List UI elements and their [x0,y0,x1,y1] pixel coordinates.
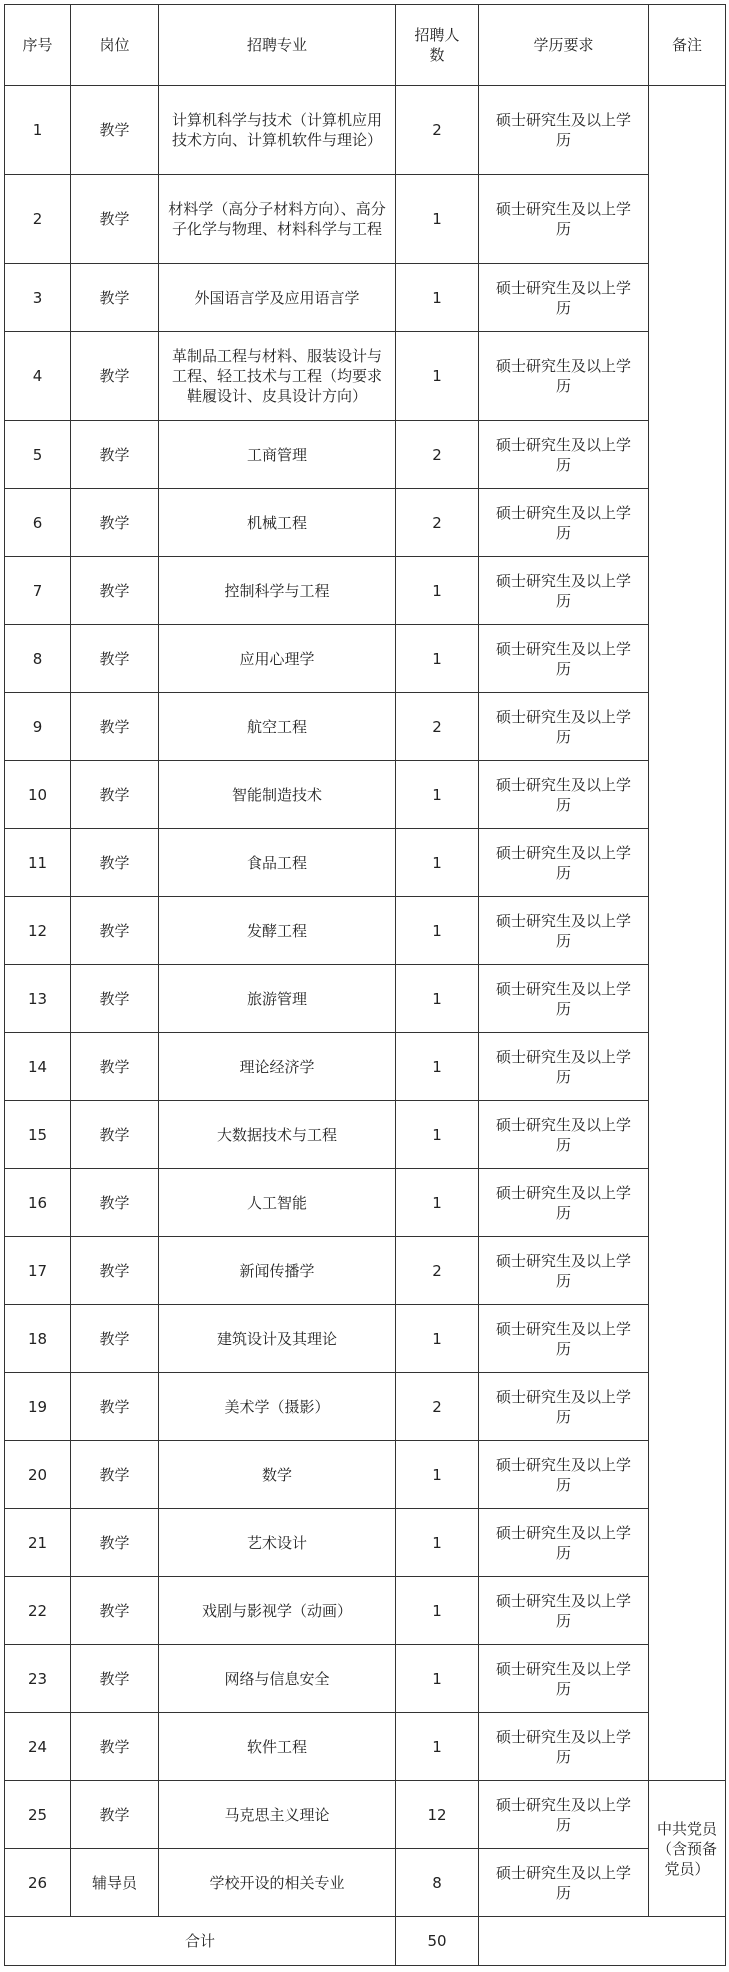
cell-education: 硕士研究生及以上学历 [479,557,649,625]
total-blank [479,1917,726,1966]
cell-count: 1 [396,1033,479,1101]
cell-education: 硕士研究生及以上学历 [479,1509,649,1577]
table-row [5,1577,726,1645]
cell-position: 辅导员 [71,1849,159,1917]
table-row [5,86,726,175]
cell-position: 教学 [71,1101,159,1169]
table-row [5,264,726,332]
cell-count: 1 [396,1169,479,1237]
cell-no: 19 [5,1373,71,1441]
cell-major: 艺术设计 [159,1509,396,1577]
cell-major: 材料学（高分子材料方向）、高分子化学与物理、材料科学与工程 [159,175,396,264]
cell-education: 硕士研究生及以上学历 [479,264,649,332]
cell-major: 食品工程 [159,829,396,897]
cell-no: 15 [5,1101,71,1169]
cell-no: 25 [5,1781,71,1849]
cell-major: 工商管理 [159,421,396,489]
cell-major: 人工智能 [159,1169,396,1237]
header-no: 序号 [5,5,71,86]
header-count: 招聘人数 [396,5,479,86]
cell-major: 发酵工程 [159,897,396,965]
total-label: 合计 [5,1917,396,1966]
table-row [5,1441,726,1509]
cell-education: 硕士研究生及以上学历 [479,693,649,761]
cell-count: 1 [396,761,479,829]
table-row [5,1713,726,1781]
cell-no: 5 [5,421,71,489]
cell-count: 8 [396,1849,479,1917]
cell-count: 1 [396,965,479,1033]
cell-no: 16 [5,1169,71,1237]
cell-position: 教学 [71,175,159,264]
header-row [5,5,726,86]
table-row [5,965,726,1033]
cell-position: 教学 [71,421,159,489]
cell-no: 20 [5,1441,71,1509]
cell-count: 1 [396,625,479,693]
cell-no: 22 [5,1577,71,1645]
cell-education: 硕士研究生及以上学历 [479,175,649,264]
cell-education: 硕士研究生及以上学历 [479,1169,649,1237]
cell-count: 1 [396,1101,479,1169]
cell-education: 硕士研究生及以上学历 [479,1645,649,1713]
cell-position: 教学 [71,1441,159,1509]
cell-no: 9 [5,693,71,761]
cell-count: 1 [396,829,479,897]
cell-count: 2 [396,86,479,175]
table-row [5,332,726,421]
cell-major: 控制科学与工程 [159,557,396,625]
cell-education: 硕士研究生及以上学历 [479,1305,649,1373]
table-row [5,557,726,625]
header-education: 学历要求 [479,5,649,86]
cell-count: 1 [396,557,479,625]
cell-position: 教学 [71,829,159,897]
cell-position: 教学 [71,557,159,625]
cell-count: 1 [396,264,479,332]
cell-education: 硕士研究生及以上学历 [479,332,649,421]
cell-education: 硕士研究生及以上学历 [479,421,649,489]
cell-education: 硕士研究生及以上学历 [479,897,649,965]
cell-education: 硕士研究生及以上学历 [479,1373,649,1441]
cell-no: 21 [5,1509,71,1577]
recruitment-table [4,4,726,1966]
table-row [5,421,726,489]
cell-major: 智能制造技术 [159,761,396,829]
cell-no: 24 [5,1713,71,1781]
cell-education: 硕士研究生及以上学历 [479,489,649,557]
cell-major: 新闻传播学 [159,1237,396,1305]
cell-major: 戏剧与影视学（动画） [159,1577,396,1645]
cell-count: 2 [396,421,479,489]
cell-no: 6 [5,489,71,557]
cell-count: 1 [396,1577,479,1645]
header-position: 岗位 [71,5,159,86]
table-row [5,829,726,897]
cell-count: 2 [396,693,479,761]
cell-count: 1 [396,1645,479,1713]
cell-position: 教学 [71,489,159,557]
cell-education: 硕士研究生及以上学历 [479,1237,649,1305]
cell-position: 教学 [71,1305,159,1373]
table-row [5,761,726,829]
cell-position: 教学 [71,264,159,332]
table-row [5,1237,726,1305]
cell-major: 计算机科学与技术（计算机应用技术方向、计算机软件与理论） [159,86,396,175]
table-row [5,489,726,557]
cell-position: 教学 [71,86,159,175]
cell-count: 2 [396,1237,479,1305]
total-count: 50 [396,1917,479,1966]
cell-position: 教学 [71,1169,159,1237]
cell-education: 硕士研究生及以上学历 [479,86,649,175]
cell-education: 硕士研究生及以上学历 [479,1577,649,1645]
cell-no: 8 [5,625,71,693]
cell-position: 教学 [71,1237,159,1305]
cell-education: 硕士研究生及以上学历 [479,965,649,1033]
table-row [5,693,726,761]
table-row [5,1645,726,1713]
cell-no: 7 [5,557,71,625]
cell-major: 机械工程 [159,489,396,557]
cell-count: 1 [396,1713,479,1781]
cell-no: 14 [5,1033,71,1101]
cell-no: 1 [5,86,71,175]
table-row [5,1849,726,1917]
cell-major: 软件工程 [159,1713,396,1781]
total-row [5,1917,726,1966]
cell-no: 13 [5,965,71,1033]
table-row [5,897,726,965]
cell-major: 革制品工程与材料、服装设计与工程、轻工技术与工程（均要求鞋履设计、皮具设计方向） [159,332,396,421]
cell-education: 硕士研究生及以上学历 [479,1033,649,1101]
cell-major: 网络与信息安全 [159,1645,396,1713]
cell-count: 1 [396,897,479,965]
cell-position: 教学 [71,761,159,829]
cell-position: 教学 [71,1509,159,1577]
cell-education: 硕士研究生及以上学历 [479,1101,649,1169]
cell-major: 旅游管理 [159,965,396,1033]
cell-count: 1 [396,1441,479,1509]
cell-no: 2 [5,175,71,264]
cell-education: 硕士研究生及以上学历 [479,1441,649,1509]
cell-count: 12 [396,1781,479,1849]
cell-count: 1 [396,1509,479,1577]
cell-education: 硕士研究生及以上学历 [479,829,649,897]
cell-count: 2 [396,489,479,557]
cell-position: 教学 [71,625,159,693]
cell-count: 1 [396,175,479,264]
cell-count: 1 [396,332,479,421]
cell-major: 外国语言学及应用语言学 [159,264,396,332]
cell-position: 教学 [71,1373,159,1441]
cell-position: 教学 [71,1781,159,1849]
cell-education: 硕士研究生及以上学历 [479,761,649,829]
cell-major: 大数据技术与工程 [159,1101,396,1169]
cell-position: 教学 [71,1577,159,1645]
header-note: 备注 [649,5,726,86]
cell-position: 教学 [71,1645,159,1713]
table-row [5,1509,726,1577]
table-row [5,1169,726,1237]
cell-no: 12 [5,897,71,965]
cell-education: 硕士研究生及以上学历 [479,1849,649,1917]
cell-major: 美术学（摄影） [159,1373,396,1441]
table-row [5,1101,726,1169]
cell-education: 硕士研究生及以上学历 [479,1781,649,1849]
cell-note-empty [649,86,726,1781]
cell-position: 教学 [71,965,159,1033]
cell-no: 23 [5,1645,71,1713]
cell-no: 18 [5,1305,71,1373]
cell-count: 1 [396,1305,479,1373]
table-row [5,175,726,264]
cell-major: 学校开设的相关专业 [159,1849,396,1917]
cell-no: 11 [5,829,71,897]
cell-position: 教学 [71,897,159,965]
table-row [5,1305,726,1373]
table-row [5,625,726,693]
cell-position: 教学 [71,693,159,761]
cell-no: 17 [5,1237,71,1305]
cell-major: 理论经济学 [159,1033,396,1101]
cell-no: 10 [5,761,71,829]
cell-no: 26 [5,1849,71,1917]
cell-position: 教学 [71,332,159,421]
cell-education: 硕士研究生及以上学历 [479,625,649,693]
table-row [5,1781,726,1849]
cell-no: 3 [5,264,71,332]
cell-major: 数学 [159,1441,396,1509]
table-row [5,1373,726,1441]
cell-count: 2 [396,1373,479,1441]
cell-major: 马克思主义理论 [159,1781,396,1849]
cell-note-party: 中共党员（含预备党员） [649,1781,726,1917]
header-major: 招聘专业 [159,5,396,86]
cell-no: 4 [5,332,71,421]
cell-major: 建筑设计及其理论 [159,1305,396,1373]
cell-education: 硕士研究生及以上学历 [479,1713,649,1781]
cell-position: 教学 [71,1033,159,1101]
cell-major: 应用心理学 [159,625,396,693]
cell-position: 教学 [71,1713,159,1781]
cell-major: 航空工程 [159,693,396,761]
table-row [5,1033,726,1101]
